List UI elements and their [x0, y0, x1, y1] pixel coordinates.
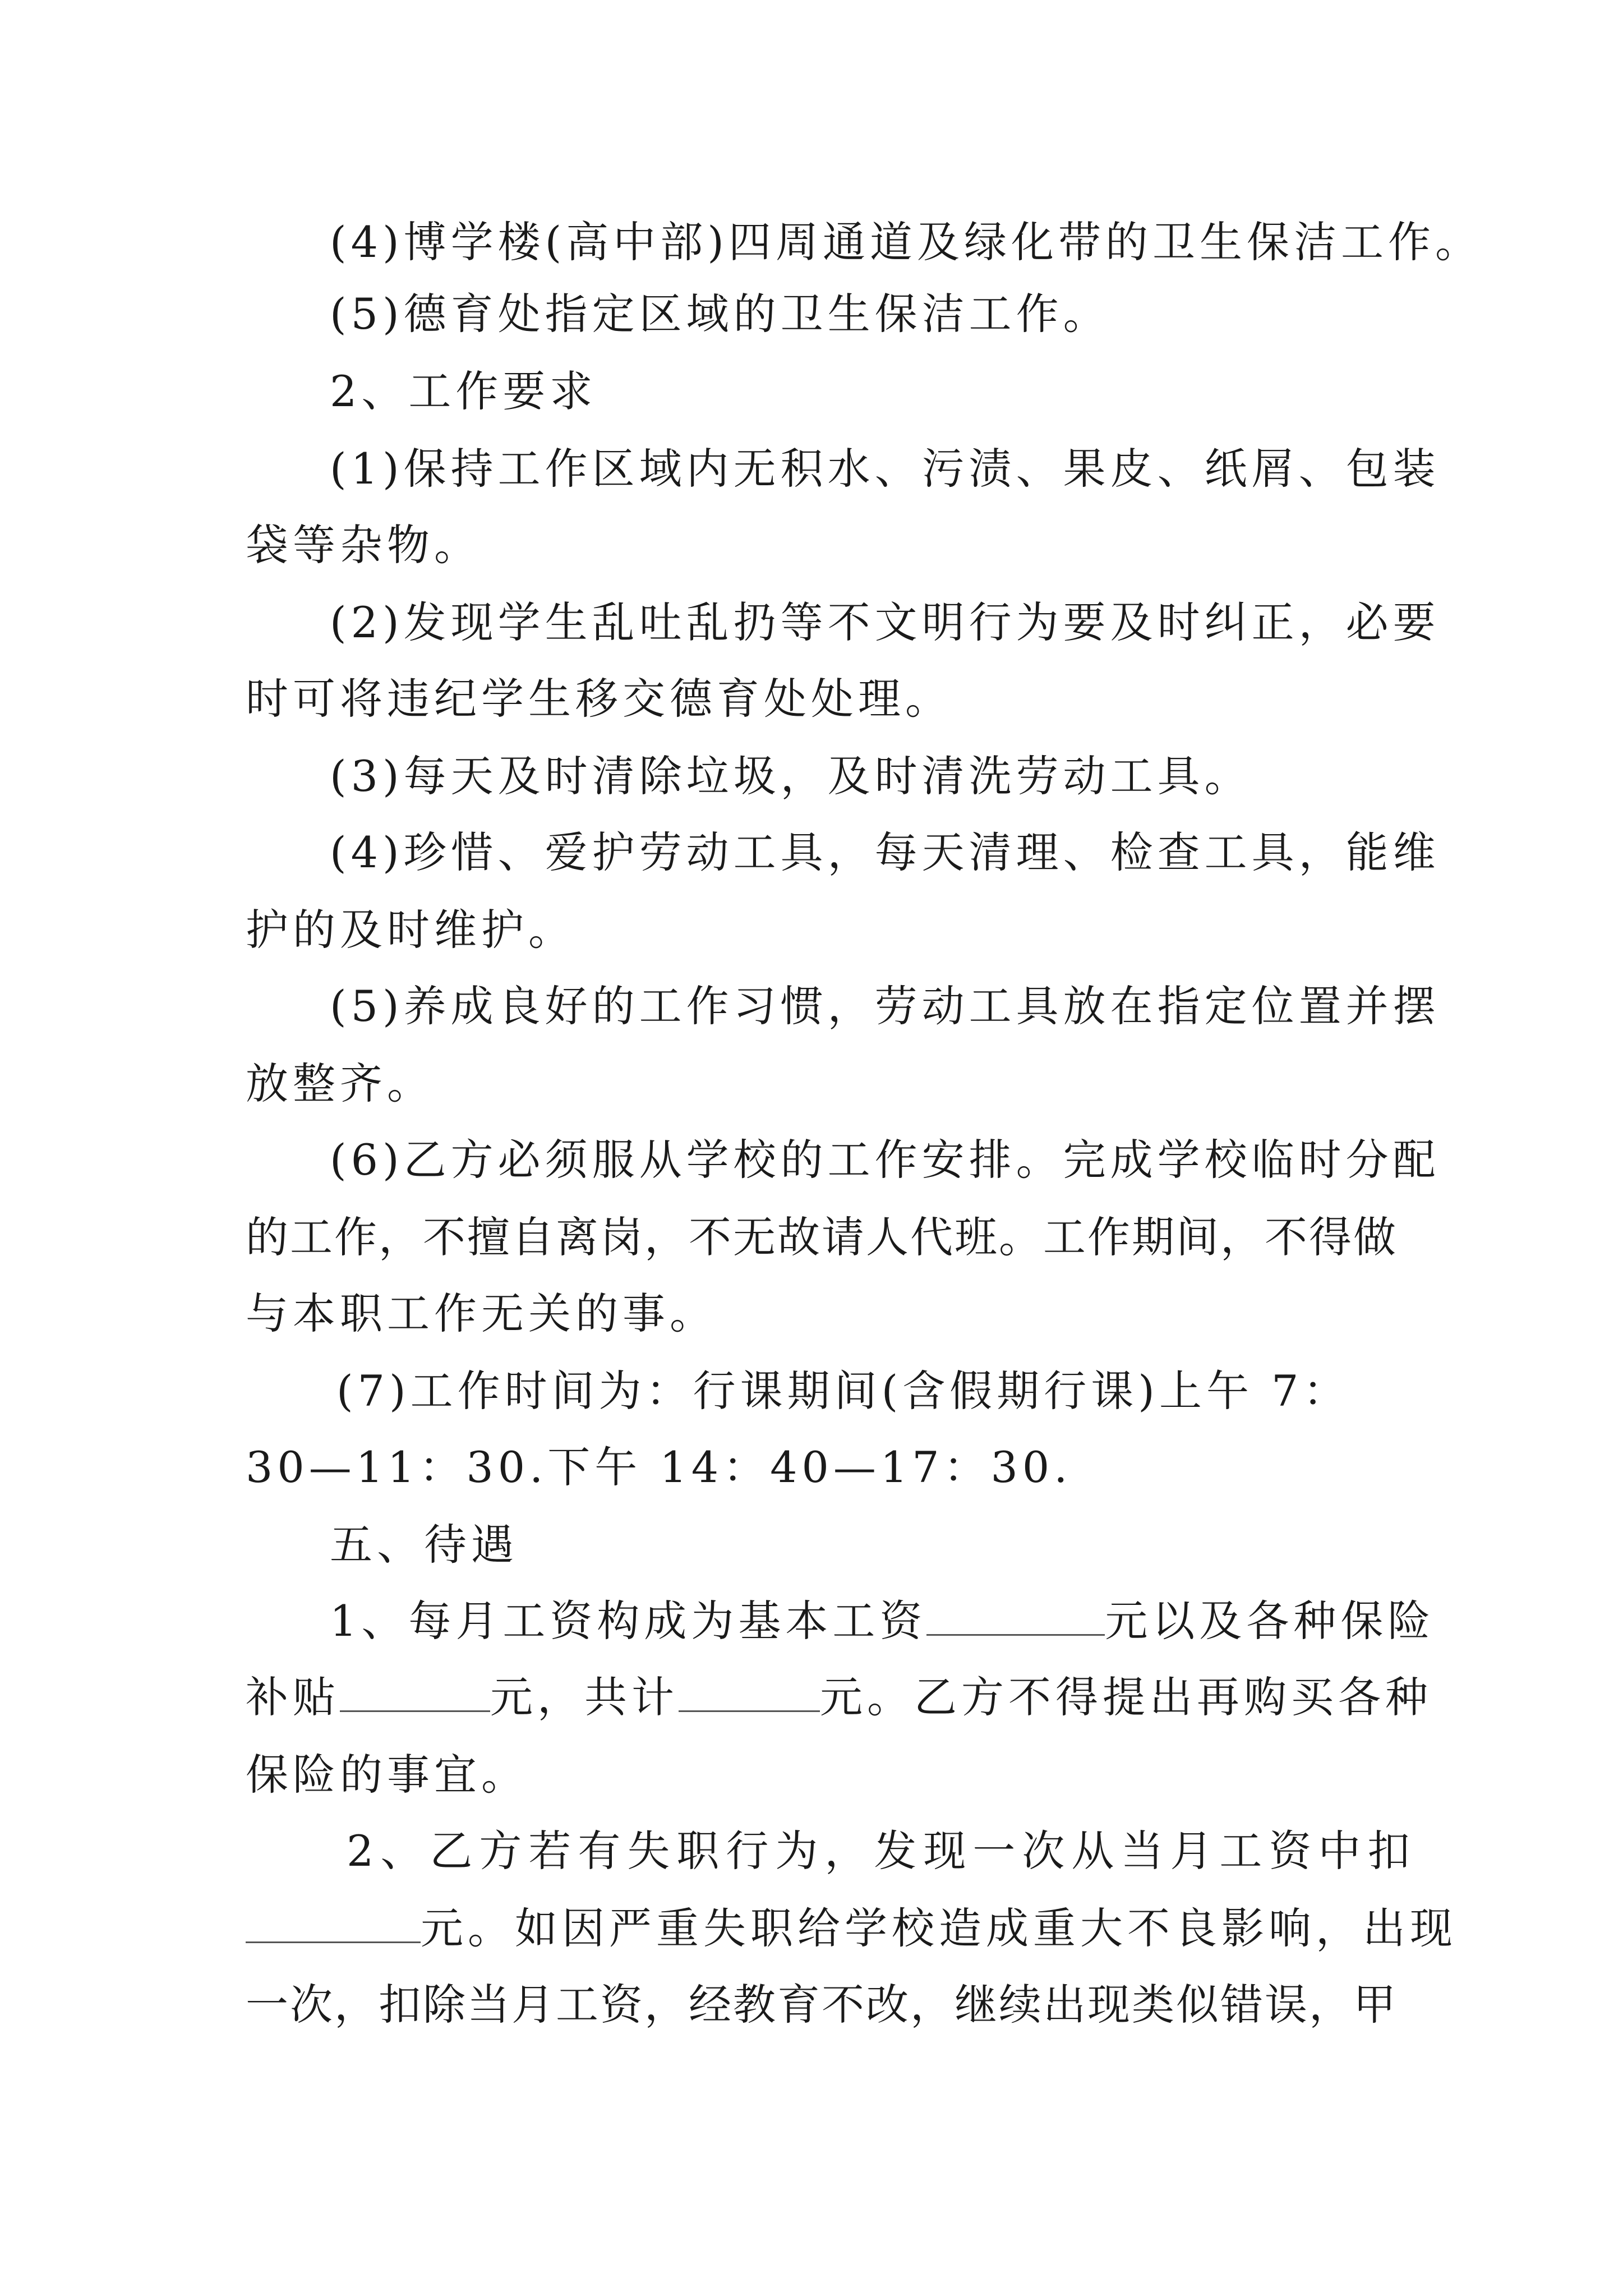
pay-line-1	[330, 1593, 1435, 1649]
text-line: 放整齐。	[246, 1059, 434, 1108]
text-line: 一次，扣除当月工资，经教育不改，继续出现类似错误，甲	[246, 1980, 1398, 2030]
text-line: (4)博学楼(高中部)四周通道及绿化带的卫生保洁工作。	[330, 217, 1482, 267]
text-line: 2、乙方若有失职行为，发现一次从当月工资中扣	[347, 1826, 1417, 1876]
section-heading: 五、待遇	[330, 1520, 518, 1570]
text-line: 护的及时维护。	[246, 905, 575, 955]
pay-text: 元，共计	[490, 1672, 679, 1722]
text-line: (2)发现学生乱吐乱扔等不文明行为要及时纠正，必要	[330, 597, 1440, 647]
text-line: (7)工作时间为：行课期间(含假期行课)上午 7：	[336, 1366, 1350, 1416]
text-line: 时可将违纪学生移交德育处处理。	[246, 674, 952, 724]
blank-field	[246, 1904, 421, 1943]
text-line: 袋等杂物。	[246, 520, 481, 570]
pay-text: 补贴	[246, 1672, 340, 1722]
text-line: 保险的事宜。	[246, 1750, 528, 1800]
section-heading: 2、工作要求	[330, 366, 597, 416]
penalty-line-2	[246, 1901, 1457, 1957]
pay-text: 元以及各种保险	[1105, 1596, 1435, 1646]
text-line: (4)珍惜、爱护劳动工具，每天清理、检查工具，能维	[330, 827, 1440, 877]
text-line: (5)德育处指定区域的卫生保洁工作。	[330, 289, 1110, 339]
pay-text: 1、每月工资构成为基本工资	[330, 1596, 927, 1646]
text-line: 的工作，不擅自离岗，不无故请人代班。工作期间，不得做	[246, 1212, 1398, 1262]
pay-line-2	[246, 1669, 1432, 1726]
text-line: 与本职工作无关的事。	[246, 1289, 717, 1338]
text-line: (3)每天及时清除垃圾，及时清洗劳动工具。	[330, 751, 1252, 801]
pay-text: 元。乙方不得提出再购买各种	[820, 1672, 1432, 1722]
text-line: (1)保持工作区域内无积水、污渍、果皮、纸屑、包装	[330, 444, 1440, 494]
text-line: (5)养成良好的工作习惯，劳动工具放在指定位置并摆	[330, 981, 1440, 1031]
text-line: 30—11：30.下午 14：40—17：30.	[246, 1442, 1072, 1492]
blank-field	[340, 1673, 490, 1712]
blank-field	[926, 1597, 1105, 1636]
text-line: (6)乙方必须服从学校的工作安排。完成学校临时分配	[330, 1135, 1440, 1185]
penalty-text: 元。如因严重失职给学校造成重大不良影响，出现	[421, 1903, 1457, 1953]
blank-field	[679, 1673, 820, 1712]
